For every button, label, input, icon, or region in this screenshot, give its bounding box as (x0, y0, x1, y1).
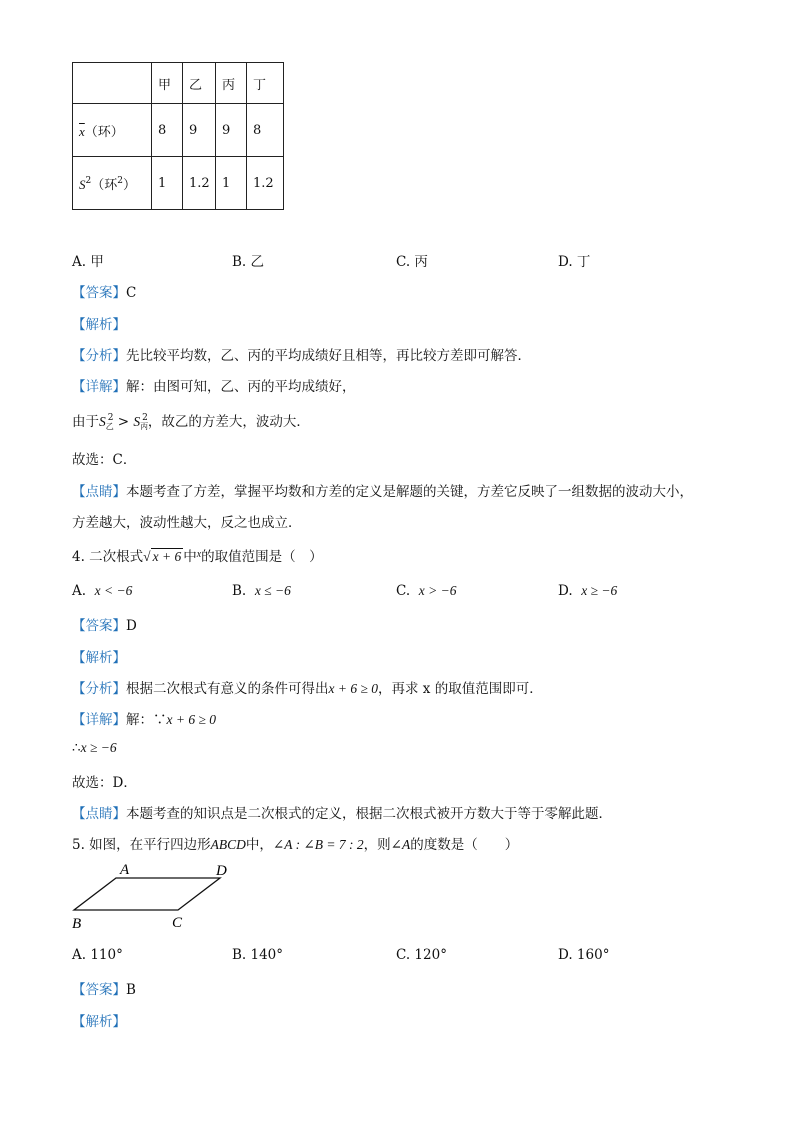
q3-answer: 【答案】C (72, 285, 137, 301)
q4-option-c: C. x > −6 (396, 583, 457, 599)
vertex-label-b: B (72, 916, 82, 932)
q3-dianjing: 【点睛】本题考查了方差，掌握平均数和方差的定义是解题的关键，方差它反映了一组数据的波动大小， (72, 484, 693, 500)
table-corner-cell (73, 63, 152, 104)
q5-stem: 5. 如图，在平行四边形ABCD中，∠A : ∠B = 7 : 2，则∠A的度数是（ ） (72, 837, 519, 853)
parallelogram-shape (74, 878, 220, 910)
row-label-mean: $\overline{x}$（环） (73, 104, 152, 157)
q5-option-d: D. 160° (558, 947, 610, 963)
table-cell: 1 (216, 157, 247, 210)
vertex-label-c: C (172, 915, 183, 931)
q4-answer: 【答案】D (72, 618, 137, 634)
q4-xiangjie: 【详解】解：∵x + 6 ≥ 0 (72, 712, 217, 728)
q5-option-c: C. 120° (396, 947, 447, 963)
q3-xiangjie: 【详解】解：由图可知，乙、丙的平均成绩好， (72, 379, 356, 395)
q3-option-d: D. 丁 (558, 254, 591, 270)
q3-option-b: B. 乙 (232, 254, 265, 270)
q3-dianjing-cont: 方差越大，波动性越大，反之也成立． (72, 515, 302, 531)
table-row (73, 104, 284, 157)
stats-table (72, 62, 284, 210)
q3-comparison-line: 由于$S_乙^2 > S_丙^2$，故乙的方差大，波动大． (72, 413, 310, 431)
q4-option-d: D. x ≥ −6 (558, 583, 618, 599)
table-cell: 9 (183, 104, 216, 157)
table-cell: 1.2 (183, 157, 216, 210)
q3-analysis-heading: 【解析】 (72, 317, 126, 333)
parallelogram-figure (66, 858, 246, 934)
q5-answer: 【答案】B (72, 982, 136, 998)
table-header-row (73, 63, 284, 104)
q4-therefore: ∴x ≥ −6 (72, 740, 117, 756)
q3-option-a: A. 甲 (72, 254, 104, 270)
q4-choose: 故选：D． (72, 775, 137, 791)
q4-stem: 4. 二次根式√ x + 6 中$^x$的取值范围是（ ） (72, 549, 323, 565)
q3-fenxi: 【分析】先比较平均数，乙、丙的平均成绩好且相等，再比较方差即可解答． (72, 348, 531, 364)
table-cell: 9 (216, 104, 247, 157)
table-row (73, 157, 284, 210)
row-label-variance: $S^2$（环$^2$） (73, 157, 152, 210)
q5-option-a: A. 110° (72, 947, 123, 963)
table-header-ding: 丁 (247, 63, 284, 104)
table-cell: 1 (152, 157, 183, 210)
table-cell: 1.2 (247, 157, 284, 210)
table-cell: 8 (247, 104, 284, 157)
q3-choose: 故选：C． (72, 452, 137, 468)
q4-option-a: A. x < −6 (72, 583, 133, 599)
q4-fenxi: 【分析】根据二次根式有意义的条件可得出x + 6 ≥ 0，再求 x 的取值范围即可． (72, 681, 543, 697)
q4-option-b: B. x ≤ −6 (232, 583, 291, 599)
q3-option-c: C. 丙 (396, 254, 428, 270)
vertex-label-a: A (120, 862, 130, 878)
q4-dianjing: 【点睛】本题考查的知识点是二次根式的定义，根据二次根式被开方数大于等于零解此题． (72, 806, 612, 822)
q4-analysis-heading: 【解析】 (72, 650, 126, 666)
q5-analysis-heading: 【解析】 (72, 1014, 126, 1030)
table-cell: 8 (152, 104, 183, 157)
table-header-jia: 甲 (152, 63, 183, 104)
q5-option-b: B. 140° (232, 947, 284, 963)
vertex-label-d: D (216, 863, 227, 879)
table-header-yi: 乙 (183, 63, 216, 104)
table-header-bing: 丙 (216, 63, 247, 104)
